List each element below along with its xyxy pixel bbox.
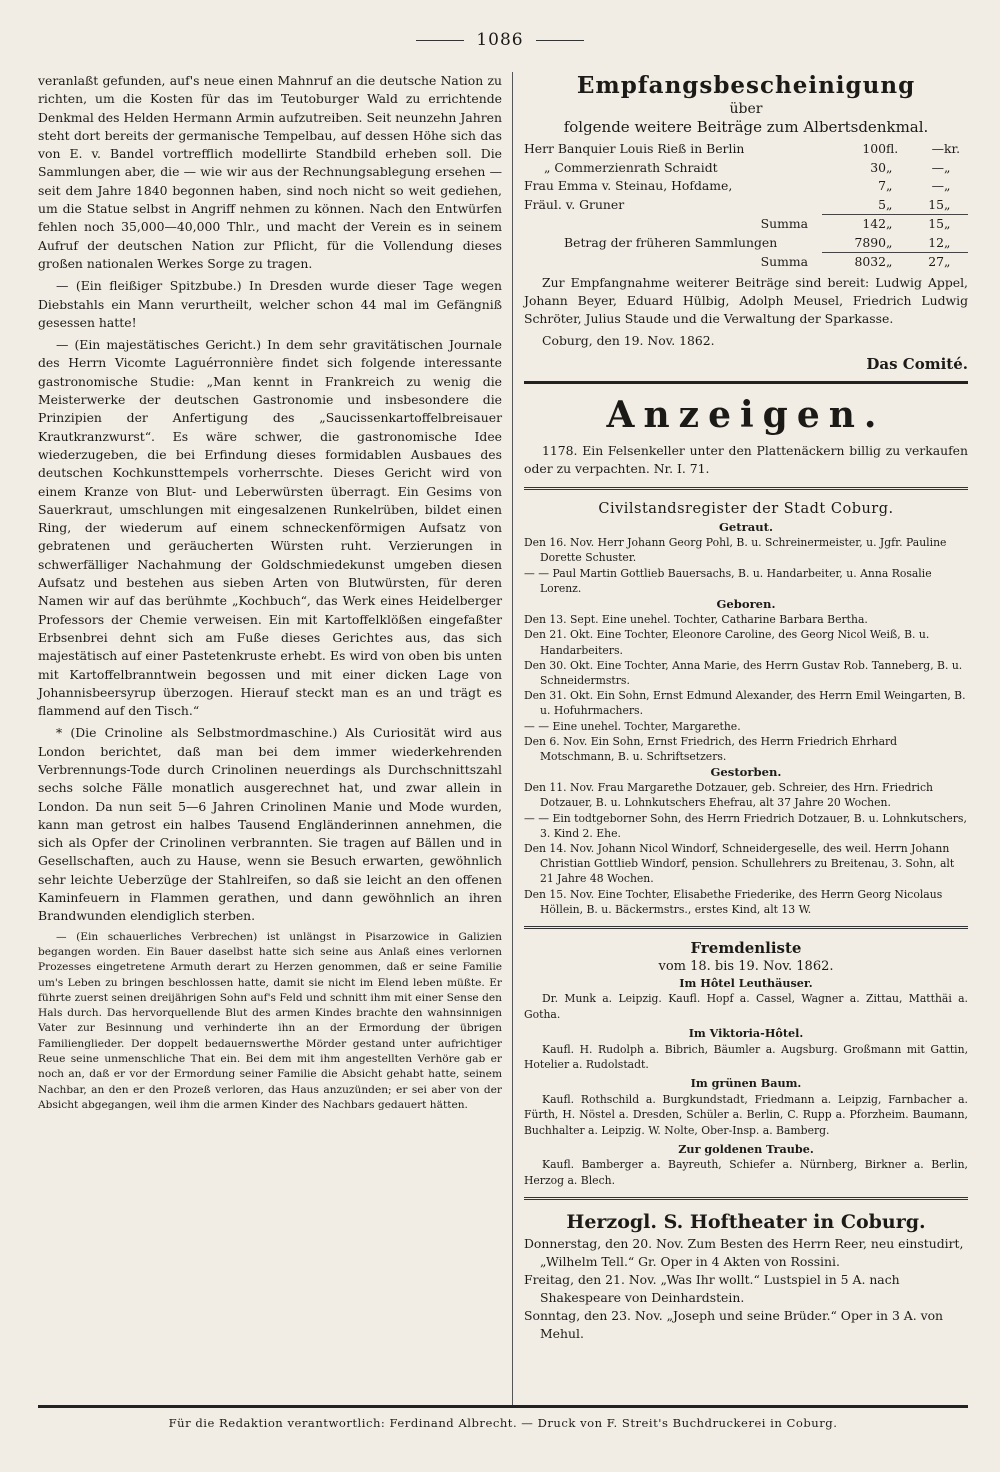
theater-entry: Freitag, den 21. Nov. „Was Ihr wollt.“ Lustspiel in 5 A. nach Shakespeare von Deinhardstein.	[524, 1272, 900, 1306]
guest-list: Kaufl. H. Rudolph a. Bibrich, Bäumler a. Augsburg. Großmann mit Gattin, Hotelier a. Rudolstadt.	[524, 1042, 968, 1071]
donor-name: Fräul. v. Gruner	[524, 196, 625, 212]
guest-list: Kaufl. Bamberger a. Bayreuth, Schiefer a. Nürnberg, Birkner a. Berlin, Herzog a. Blech.	[524, 1158, 968, 1187]
article-schauerliches-verbrechen: — (Ein schauerliches Verbrechen) ist unlängst in Pisarzowice in Galizien begangen worden. Ein Bauer daselbst hatte sich seine aus Anlaß eines verlornen Prozesses eingetretene Armuth derart zu Herzen genommen, daß er seine Familie um's Leben zu bringen beschlossen hatte, damit sie nicht im Elend leben müßte. Er führte zuerst seinen dreijährigen Sohn auf's Feld und schnitt ihm mit einer Sense den Hals durch. Das hervorquellende Blut des armen Kindes brachte den wahnsinnigen Vater zur Besinnung und verhinderte ihn an der Ermordung der übrigen Familienglieder. Der doppelt bedauernswerthe Mörder gestand unter aufrichtiger Reue seine unmenschliche That ein. Bei dem mit ihm angestellten Verhöre gab er noch an, daß er vor der Ermordung seiner Familie die Absicht gehabt hatte, seinem Nachbar, an den er den Prozeß verloren, das Haus anzuzünden; er sei aber von der Absicht abgegangen, weil ihm die armen Kinder des Nachbars gedauert hätten.	[38, 930, 502, 1111]
anzeigen-title: Anzeigen.	[606, 393, 886, 436]
unit-kreuzer: kr.	[944, 141, 961, 156]
theater-entry: Sonntag, den 23. Nov. „Joseph und seine Brüder.“ Oper in 3 A. von Mehul.	[524, 1308, 944, 1342]
receipt-signature: Das Comité.	[866, 354, 968, 373]
column-divider	[512, 72, 513, 1408]
register-entry: Den 30. Okt. Eine Tochter, Anna Marie, des Herrn Gustav Rob. Tanneberg, B. u. Schneidermstrs.	[524, 658, 963, 687]
register-entry: Den 11. Nov. Frau Margarethe Dotzauer, geb. Schreier, des Hrn. Friedrich Dotzauer, B. u. Lohnkutschers Ehefrau, alt 37 Jahre 20 Wochen.	[524, 781, 934, 810]
hotel-name: Im Viktoria-Hôtel.	[688, 1026, 804, 1041]
register-title: Civilstandsregister der Stadt Coburg.	[598, 501, 894, 518]
amount-kreuzer: —	[931, 159, 944, 175]
ad-1178: 1178. Ein Felsenkeller unter den Plattenäckern billig zu verkaufen oder zu verpachten. Nr. I. 71.	[524, 442, 968, 476]
page-number: 1086	[0, 30, 1000, 50]
unit-gulden: „	[886, 254, 893, 269]
amount-gulden: 5	[822, 196, 886, 215]
register-heading: Gestorben.	[710, 765, 782, 780]
unit-kreuzer: „	[944, 196, 968, 215]
unit-gulden: „	[886, 196, 910, 215]
donation-row	[524, 196, 968, 215]
previous-collections-row	[524, 234, 968, 253]
article-majestaetisches-gericht: — (Ein majestätisches Gericht.) In dem sehr gravitätischen Journale des Herrn Vicomte Laguérronnière findet sich folgende interessante gastronomische Studie: „Man kennt in Frankreich zu wenig die Meisterwerke der deutschen Gastronomie und insbesondere die Prinzipien der Anfertigung des „Saucissenkartoffelbreisauer Krautkranzwurst“. Es wäre schwer, die gastronomische Idee wiederzugeben, die bei Erfindung dieses formidablen Ausbaues des deutschen Kochkunsttempels vorherrschte. Dieses Gericht wird von einem Kranze von Blut- und Leberwürsten überragt. Ein Gesims von Sauerkraut, umschlungen mit eingesalzenen Runkelrüben, bildet einen Ring, der wiederum auf einem schneckenförmigen Aufsatz von gebratenen und geräucherten Würsten ruht. Verzierungen in schwerfälliger Nachahmung der Goldschmiedekunst umgeben diesen Aufsatz und bestehen aus sieben Arten von Blutwürsten, für deren Namen wir auf das berühmte „Kochbuch“, das Werk eines Heidelberger Professors der Chemie verweisen. Ein mit Kartoffelklößen eingefaßter Erbsenbrei dehnt sich am Fuße dieses Gerichtes aus, das sich majestätisch auf einer Pastetenkruste erhebt. Es wird von oben bis unten mit Kartoffelbranntwein begossen und mit einer dicken Lage von Johannisbeersyrup überzogen. Hierauf steckt man es an und trägt es flammend auf den Tisch.“	[38, 337, 502, 719]
guest-list: Kaufl. Rothschild a. Burgkundstadt, Friedmann a. Leipzig, Farnbacher a. Fürth, H. Nöstel a. Dresden, Schüler a. Berlin, C. Rupp a. Pforzheim. Baumann, Buchhalter a. Leipzig. W. Nolte, Ober-Insp. a. Bamberg.	[524, 1092, 968, 1137]
guest-list: Dr. Munk a. Leipzig. Kaufl. Hopf a. Cassel, Wagner a. Zittau, Matthäi a. Gotha.	[524, 992, 968, 1021]
donor-name: „ Commerzienrath Schraidt	[544, 159, 718, 175]
register-entry: Den 6. Nov. Ein Sohn, Ernst Friedrich, des Herrn Friedrich Ehrhard Motschmann, B. u. Schriftsetzers.	[524, 734, 898, 763]
register-entry: Den 31. Okt. Ein Sohn, Ernst Edmund Alexander, des Herrn Emil Weingarten, B. u. Hofuhrmachers.	[524, 689, 966, 718]
unit-kreuzer: „	[944, 178, 951, 193]
unit-gulden: „	[886, 159, 893, 175]
receipt-subtitle: folgende weitere Beiträge zum Albertsdenkmal.	[563, 118, 929, 136]
fremdenliste	[524, 976, 968, 1188]
register-entry: Den 16. Nov. Herr Johann Georg Pohl, B. u. Schreinermeister, u. Jgfr. Pauline Dorette Schuster.	[524, 536, 947, 565]
donor-name: Herr Banquier Louis Rieß in Berlin	[524, 141, 745, 156]
left-column	[38, 72, 502, 1117]
hotel-name: Im Hôtel Leuthäuser.	[679, 975, 813, 990]
register-entry: Den 13. Sept. Eine unehel. Tochter, Catharine Barbara Bertha.	[524, 613, 868, 627]
register-entry: Den 14. Nov. Johann Nicol Windorf, Schneidergeselle, des weil. Herrn Johann Christian Gottlieb Windorf, pension. Schullehrers zu Breitenau, 3. Sohn, alt 21 Jahre 48 Wochen.	[524, 841, 955, 886]
total-gulden: 8032	[854, 254, 886, 269]
unit-gulden: „	[886, 178, 893, 193]
donation-row	[524, 140, 968, 159]
hotel-name: Zur goldenen Traube.	[678, 1142, 814, 1157]
article-hermann-denkmal: veranlaßt gefunden, auf's neue einen Mahnruf an die deutsche Nation zu richten, um die Kosten für das im Teutoburger Wald zu errichtende Denkmal des Helden Hermann Armin aufzutreiben. Seit neunzehn Jahren steht dort bereits der germanische Tempelbau, auf dessen Höhe sich das von E. v. Bandel vortrefflich modellirte Standbild erheben soll. Die Sammlungen aber, die — wie wir aus der Rechnungsablegung ersehen — seit dem Jahre 1840 begonnen haben, sind noch nicht so weit gediehen, um die Statue selbst in Angriff nehmen zu können. Nach den Entwürfen fehlen noch 35,000—40,000 Thlr., und macht der Verein es in seinem Aufruf der deutschen Nation zur Pflicht, für die Vollendung dieses großen nationalen Werkes Sorge zu tragen.	[38, 73, 502, 271]
register-entry: — — Eine unehel. Tochter, Margarethe.	[524, 719, 741, 733]
imprint-footer: Für die Redaktion verantwortlich: Ferdinand Albrecht. — Druck von F. Streit's Buchdruckerei in Coburg.	[38, 1405, 968, 1430]
section-rule	[524, 381, 968, 384]
amount-kreuzer: 15	[910, 196, 944, 215]
register-entry: Den 21. Okt. Eine Tochter, Eleonore Caroline, des Georg Nicol Weiß, B. u. Handarbeiters.	[524, 628, 930, 657]
register-entry: — — Ein todtgeborner Sohn, des Herrn Friedrich Dotzauer, B. u. Lohnkutschers, 3. Kind 2. Ehe.	[524, 811, 967, 840]
theater-title: Herzogl. S. Hoftheater in Coburg.	[566, 1211, 926, 1234]
fremdenliste-title: Fremdenliste	[690, 938, 802, 957]
total-label: Summa	[760, 253, 808, 269]
total-kreuzer: 27	[928, 254, 944, 269]
article-crinoline: * (Die Crinoline als Selbstmordmaschine.) Als Curiosität wird aus London berichtet, daß man bei dem immer wiederkehrenden Verbrennungs-Tode durch Crinolinen neuerdings als Durchschnittszahl sechs solche Fälle monatlich ausgerechnet hat, und zwar allein in London. Da nun seit 5—6 Jahren Crinolinen Manie und Mode wurden, kann man getrost ein halbes Tausend Engländerinnen annehmen, die sich als Opfer der Crinolinen verbrannten. Sie tragen auf Bällen und in Gesellschaften, auch zu Hause, wenn sie Besuch erwarten, gewöhnlich sehr leichte Ueberzüge der Stahlreifen, so daß sie leicht an den offenen Kaminfeuern in Flammen gerathen, und dann gewöhnlich an ihren Brandwunden elendiglich sterben.	[38, 725, 502, 924]
unit-gulden: „	[886, 234, 910, 253]
receipt-subtitle-ueber: über	[729, 101, 763, 117]
receipt-text: Zur Empfangnahme weiterer Beiträge sind bereit: Ludwig Appel, Johann Beyer, Eduard Hülbig, Adolph Meusel, Friedrich Ludwig Schröter, Julius Staude und die Verwaltung der Sparkasse.	[524, 274, 968, 327]
receipt-date: Coburg, den 19. Nov. 1862.	[542, 333, 715, 349]
receipt-title: Empfangsbescheinigung	[576, 72, 916, 99]
subtotal-label: Summa	[760, 215, 808, 231]
register-heading: Getraut.	[718, 520, 774, 535]
unit-gulden: „	[886, 216, 893, 231]
previous-gulden: 7890	[822, 234, 886, 253]
section-rule	[524, 926, 968, 929]
previous-collections-label: Betrag der früheren Sammlungen	[564, 234, 778, 250]
right-column	[524, 72, 968, 1343]
amount-gulden: 30	[870, 159, 886, 175]
unit-gulden: fl.	[886, 141, 899, 156]
unit-kreuzer: „	[944, 159, 951, 175]
theater-program	[524, 1235, 968, 1343]
unit-kreuzer: „	[944, 216, 951, 231]
unit-kreuzer: „	[944, 234, 968, 253]
amount-kreuzer: —	[931, 141, 944, 156]
previous-kreuzer: 12	[910, 234, 944, 253]
subtotal-gulden: 142	[862, 216, 886, 231]
donation-row	[524, 159, 968, 178]
total-row	[524, 253, 968, 272]
fremdenliste-date: vom 18. bis 19. Nov. 1862.	[658, 958, 834, 974]
hotel-name: Im grünen Baum.	[690, 1076, 802, 1091]
amount-gulden: 7	[878, 178, 886, 193]
subtotal-row	[524, 215, 968, 234]
amount-kreuzer: —	[931, 178, 944, 193]
theater-entry: Donnerstag, den 20. Nov. Zum Besten des Herrn Reer, neu einstudirt, „Wilhelm Tell.“ Gr. Oper in 4 Akten von Rossini.	[524, 1236, 964, 1270]
section-rule	[524, 1197, 968, 1200]
register-entry: Den 15. Nov. Eine Tochter, Elisabethe Friederike, des Herrn Georg Nicolaus Höllein, B. u. Bäckermstrs., erstes Kind, alt 13 W.	[524, 887, 943, 916]
register-heading: Geboren.	[716, 597, 776, 612]
register-entry: — — Paul Martin Gottlieb Bauersachs, B. u. Handarbeiter, u. Anna Rosalie Lorenz.	[524, 566, 932, 595]
article-spitzbube: — (Ein fleißiger Spitzbube.) In Dresden wurde dieser Tage wegen Diebstahls ein Mann verurtheilt, welcher schon 44 mal im Gefängniß gesessen hatte!	[38, 278, 502, 330]
section-rule	[524, 487, 968, 490]
unit-kreuzer: „	[944, 254, 951, 269]
civil-register	[524, 519, 968, 917]
donation-row	[524, 177, 968, 196]
subtotal-kreuzer: 15	[928, 216, 944, 231]
donation-table	[524, 140, 968, 272]
donor-name: Frau Emma v. Steinau, Hofdame,	[524, 178, 733, 193]
amount-gulden: 100	[862, 141, 886, 156]
